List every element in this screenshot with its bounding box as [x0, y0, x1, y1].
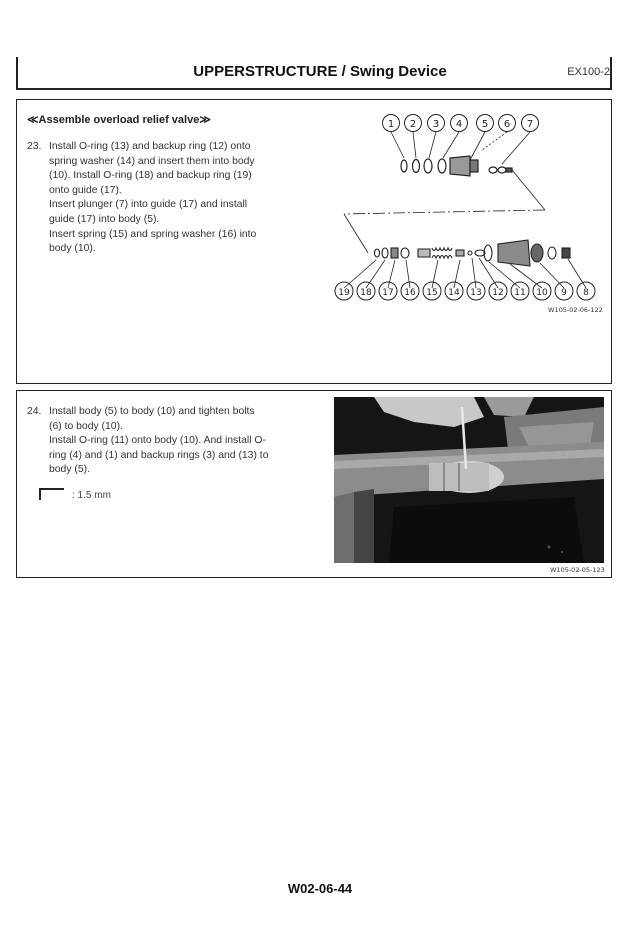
step-line: onto guide (17).: [49, 184, 122, 196]
step-line: body (10).: [49, 243, 96, 255]
svg-text:7: 7: [526, 119, 534, 130]
callout-17: [379, 282, 397, 300]
step-line: (6) to body (10).: [49, 420, 123, 432]
step-line: Install body (5) to body (10) and tighten bolts: [49, 406, 255, 417]
step-number: 24.: [27, 406, 42, 417]
svg-text:17: 17: [382, 288, 394, 298]
svg-text:2: 2: [409, 119, 417, 130]
bottom-leader-lines: [344, 258, 586, 288]
callout-9: [555, 282, 573, 300]
assembly-photo: [334, 397, 604, 563]
svg-text:12: 12: [492, 288, 504, 298]
svg-text:5: 5: [481, 119, 489, 130]
section1-bottom-rule: [16, 383, 612, 384]
allen-wrench-icon: [38, 486, 68, 502]
section2-right-rule: [611, 390, 612, 577]
step-24-text: [49, 405, 321, 478]
svg-text:4: 4: [455, 119, 463, 130]
step-line: spring washer (14) and insert them into body: [49, 155, 255, 167]
section2-bottom-rule: [16, 577, 612, 578]
callout-10: [533, 282, 551, 300]
callout-19: [335, 282, 353, 300]
callout-2: [405, 115, 422, 132]
callout-15: [423, 282, 441, 300]
photo-caption: W105-02-05-123: [550, 566, 605, 574]
svg-text:11: 11: [514, 288, 526, 298]
section2-top-rule: [16, 390, 612, 391]
section1-left-rule: [16, 99, 17, 383]
callout-4: [451, 115, 468, 132]
wrench-size-value: : 1.5 mm: [72, 490, 111, 501]
svg-text:6: 6: [503, 119, 511, 130]
svg-text:16: 16: [404, 288, 416, 298]
section1-top-rule: [16, 99, 612, 100]
step-line: Install O-ring (13) and backup ring (12) onto: [49, 141, 251, 152]
callout-13: [467, 282, 485, 300]
page-footer-id: W02-06-44: [287, 881, 353, 896]
step-line: body (5).: [49, 464, 91, 476]
callout-6: [499, 115, 516, 132]
model-label: EX100-2: [567, 66, 610, 78]
step-line: guide (17) into body (5).: [49, 213, 160, 225]
exploded-view-drawing: [330, 108, 610, 308]
callout-1: [383, 115, 400, 132]
step-line: Install O-ring (11) onto body (10). And install O-: [49, 435, 266, 447]
section-heading: ≪Assemble overload relief valve≫: [27, 114, 211, 126]
page-title: UPPERSTRUCTURE / Swing Device: [193, 63, 447, 80]
step-line: (10). Install O-ring (18) and backup ring (19): [49, 170, 252, 182]
callout-8: [577, 282, 595, 300]
top-parts-row: [401, 156, 512, 176]
callout-16: [401, 282, 419, 300]
svg-text:10: 10: [536, 288, 548, 298]
svg-text:1: 1: [387, 119, 395, 130]
step-line: Insert plunger (7) into guide (17) and install: [49, 199, 248, 211]
routing-line: [344, 170, 545, 253]
step-line: Insert spring (15) and spring washer (16) into: [49, 228, 257, 240]
header-bottom-rule: [16, 88, 612, 90]
svg-text:14: 14: [448, 288, 460, 298]
callout-18: [357, 282, 375, 300]
step-number: 23.: [27, 141, 42, 152]
callout-7: [522, 115, 539, 132]
section1-right-rule: [611, 99, 612, 383]
svg-text:19: 19: [338, 288, 350, 298]
svg-text:18: 18: [360, 288, 372, 298]
svg-text:9: 9: [561, 288, 567, 298]
step-23-text: [49, 140, 321, 257]
svg-text:15: 15: [426, 288, 438, 298]
svg-text:13: 13: [470, 288, 482, 298]
callout-14: [445, 282, 463, 300]
figure-caption: W105-02-06-122: [548, 306, 603, 314]
step-line: ring (4) and (1) and backup rings (3) and (13) to: [49, 449, 269, 461]
section2-left-rule: [16, 390, 17, 577]
callout-5: [477, 115, 494, 132]
callout-12: [489, 282, 507, 300]
callout-11: [511, 282, 529, 300]
svg-text:8: 8: [583, 288, 589, 298]
svg-text:3: 3: [432, 119, 440, 130]
callout-3: [428, 115, 445, 132]
